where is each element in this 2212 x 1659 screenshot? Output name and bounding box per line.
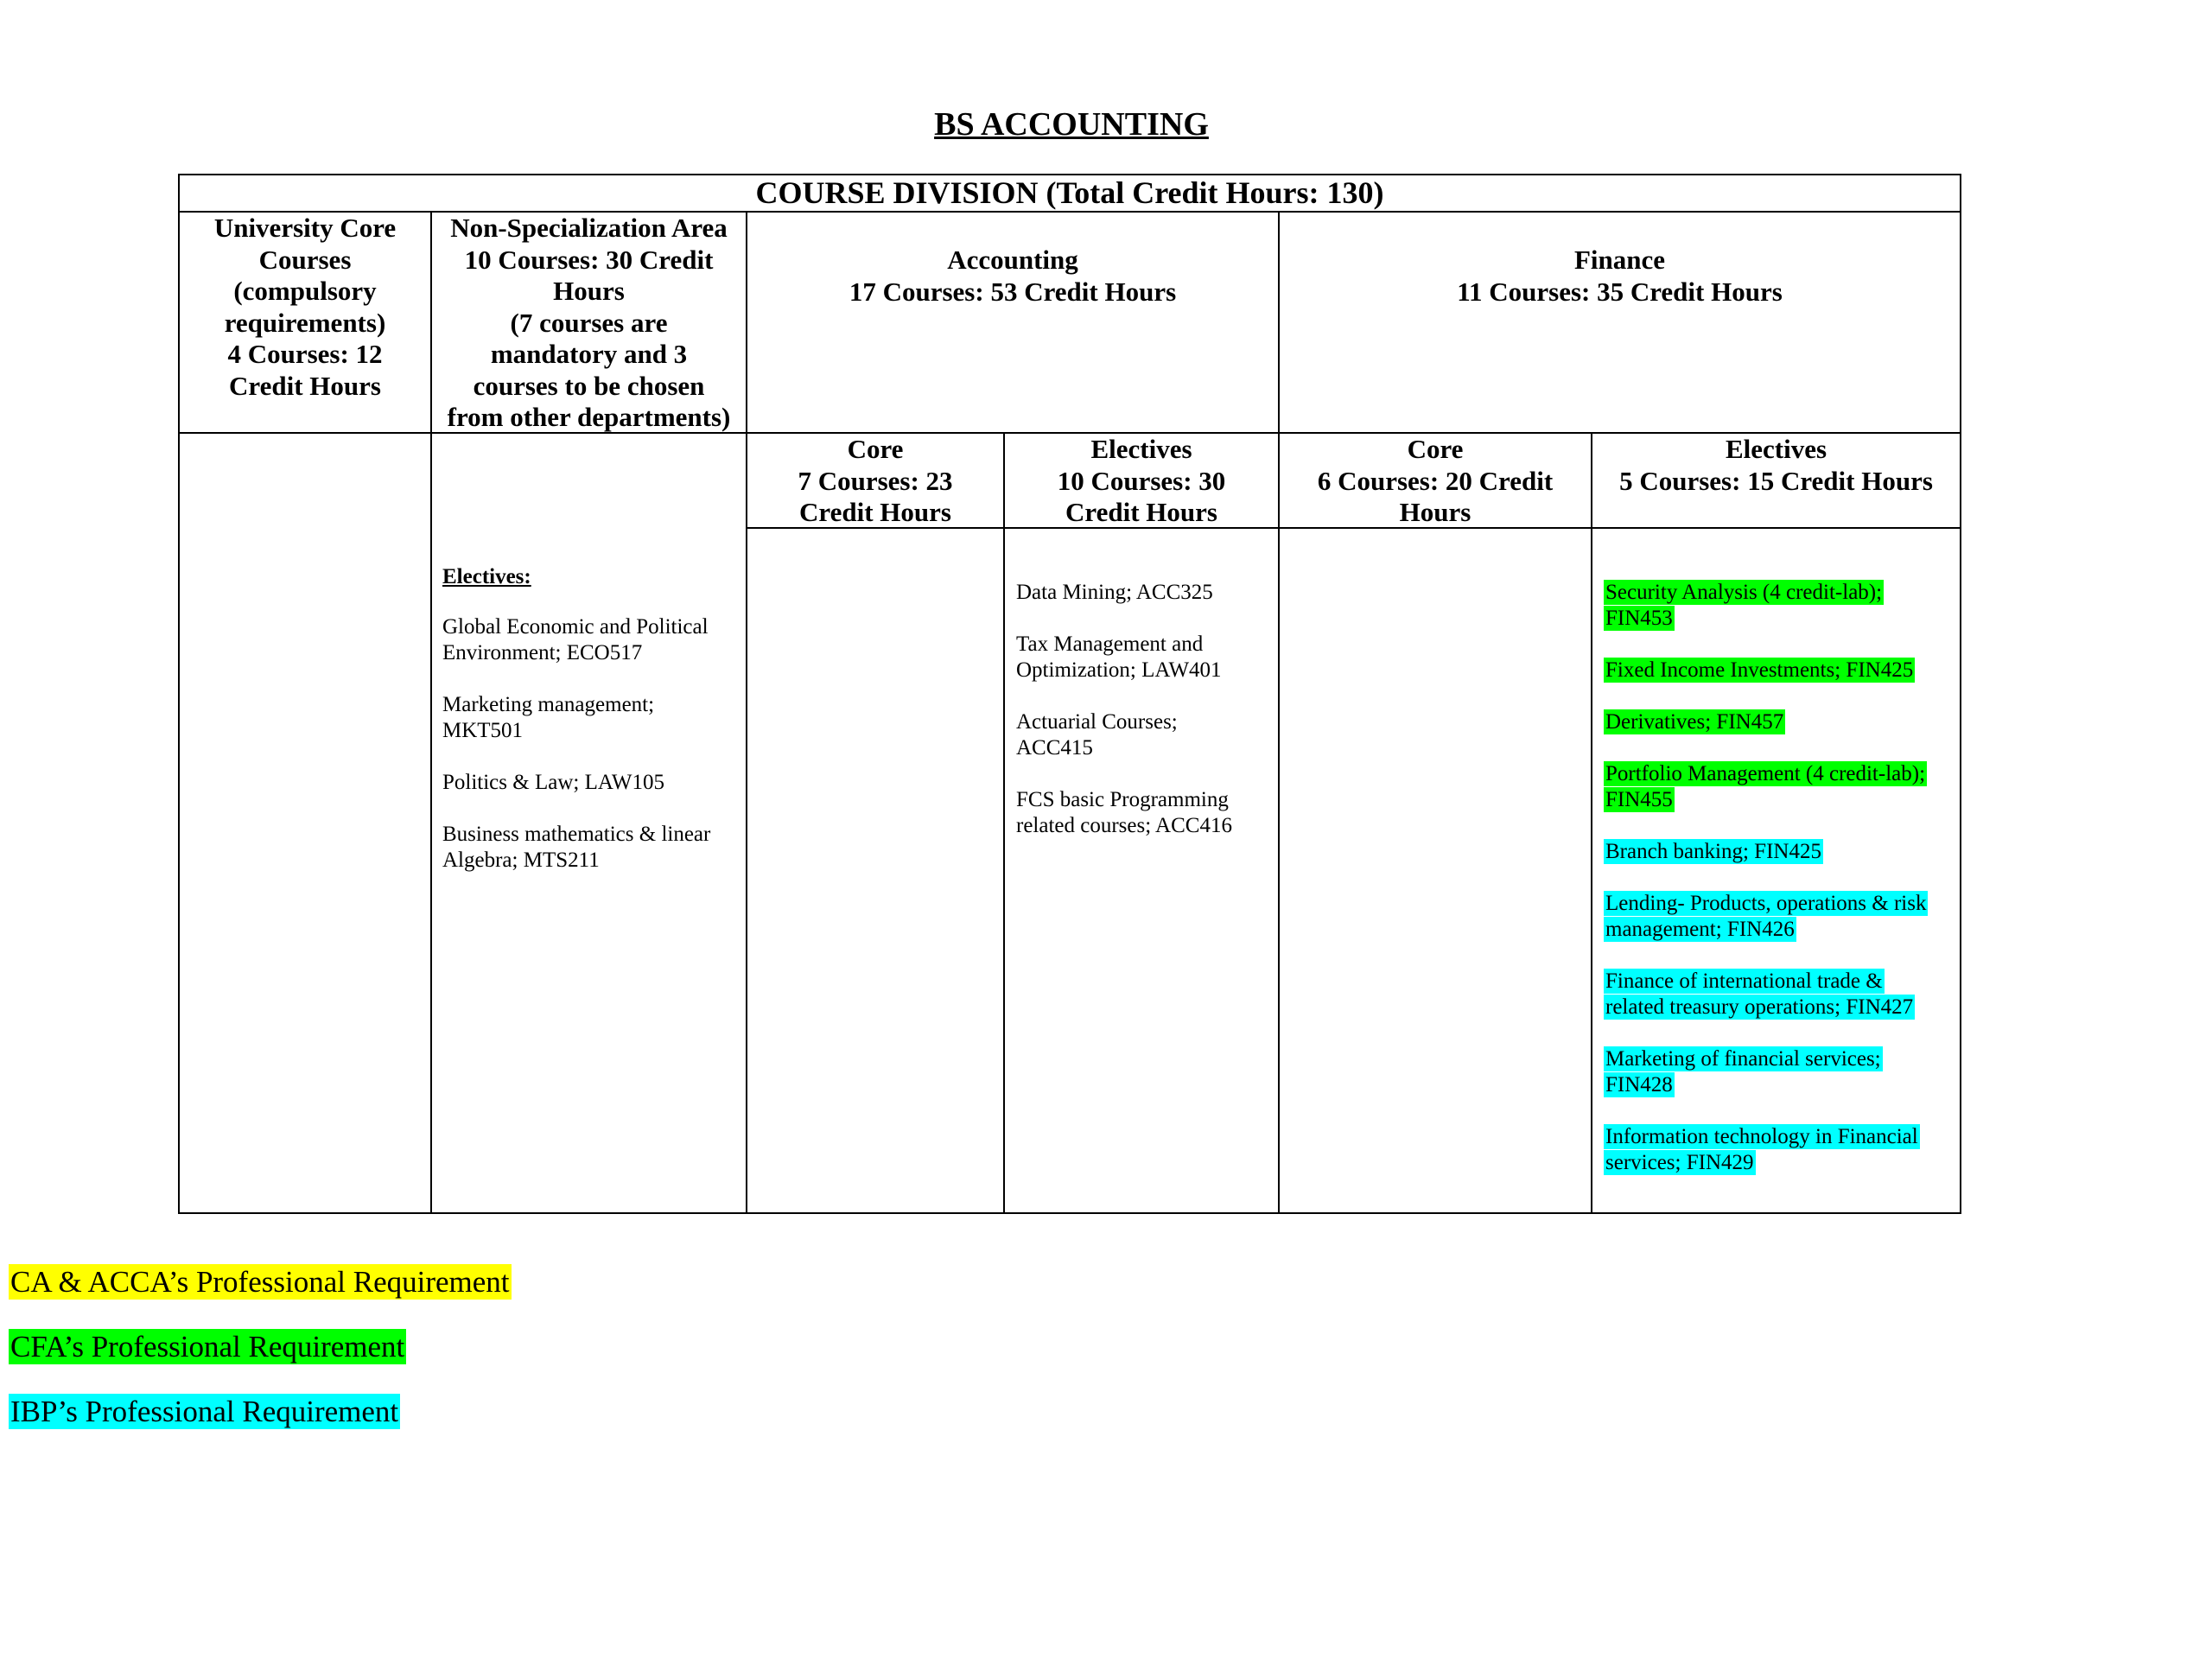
list-item: Global Economic and Political Environment; ECO517: [442, 615, 709, 664]
header-accounting: Accounting 17 Courses: 53 Credit Hours: [849, 245, 1177, 307]
electives-label: Electives:: [442, 565, 531, 588]
non-specialization-electives: [442, 564, 745, 874]
table-rule: [1278, 211, 1280, 1214]
list-item: Marketing management; MKT501: [442, 693, 655, 742]
header-university-core: University Core Courses (compulsory requirements) 4 Courses: 12 Credit Hours: [213, 213, 397, 401]
list-item: Business mathematics & linear Algebra; MTS211: [442, 823, 711, 872]
list-item: Security Analysis (4 credit-lab); FIN453: [1605, 581, 1883, 630]
list-item: Finance of international trade & related treasury operations; FIN427: [1605, 969, 1914, 1019]
subheader-accounting-core: Core 7 Courses: 23 Credit Hours: [798, 434, 953, 527]
list-item: Information technology in Financial services; FIN429: [1605, 1125, 1918, 1174]
list-item: Derivatives; FIN457: [1605, 710, 1784, 734]
list-item: Tax Management and Optimization; LAW401: [1016, 632, 1222, 682]
accounting-electives-list: [1016, 580, 1275, 839]
table-rule: [178, 1212, 1961, 1214]
list-item: Marketing of financial services; FIN428: [1605, 1047, 1881, 1096]
list-item: Lending- Products, operations & risk management; FIN426: [1605, 892, 1927, 941]
list-item: Politics & Law; LAW105: [442, 771, 664, 794]
finance-electives-list: [1604, 580, 1958, 1176]
list-item: FCS basic Programming related courses; ACC416: [1016, 788, 1232, 837]
subheader-accounting-electives: Electives 10 Courses: 30 Credit Hours: [1057, 434, 1226, 527]
list-item: Branch banking; FIN425: [1605, 840, 1821, 863]
table-rule: [1960, 174, 1961, 1214]
course-division-table: [178, 174, 1961, 1214]
table-rule: [746, 211, 747, 1214]
list-item: Actuarial Courses; ACC415: [1016, 710, 1178, 760]
subheader-finance-electives: Electives 5 Courses: 15 Credit Hours: [1619, 434, 1933, 496]
legend-cfa: CFA’s Professional Requirement: [10, 1330, 405, 1363]
header-non-specialization: Non-Specialization Area 10 Courses: 30 Credit Hours (7 courses are mandatory and 3 courses to be chosen from other departments): [447, 213, 731, 432]
list-item: Data Mining; ACC325: [1016, 581, 1213, 604]
header-finance: Finance 11 Courses: 35 Credit Hours: [1457, 245, 1783, 307]
table-rule: [1003, 432, 1005, 1214]
subheader-finance-core: Core 6 Courses: 20 Credit Hours: [1317, 434, 1554, 527]
document-title: BS ACCOUNTING: [934, 106, 1209, 143]
legend-ca-acca: CA & ACCA’s Professional Requirement: [10, 1265, 510, 1299]
table-heading: COURSE DIVISION (Total Credit Hours: 130): [755, 175, 1384, 210]
list-item: Fixed Income Investments; FIN425: [1605, 658, 1914, 682]
list-item: Portfolio Management (4 credit-lab); FIN455: [1605, 762, 1926, 811]
table-rule: [1591, 432, 1592, 1214]
legend-ibp: IBP’s Professional Requirement: [10, 1395, 399, 1428]
